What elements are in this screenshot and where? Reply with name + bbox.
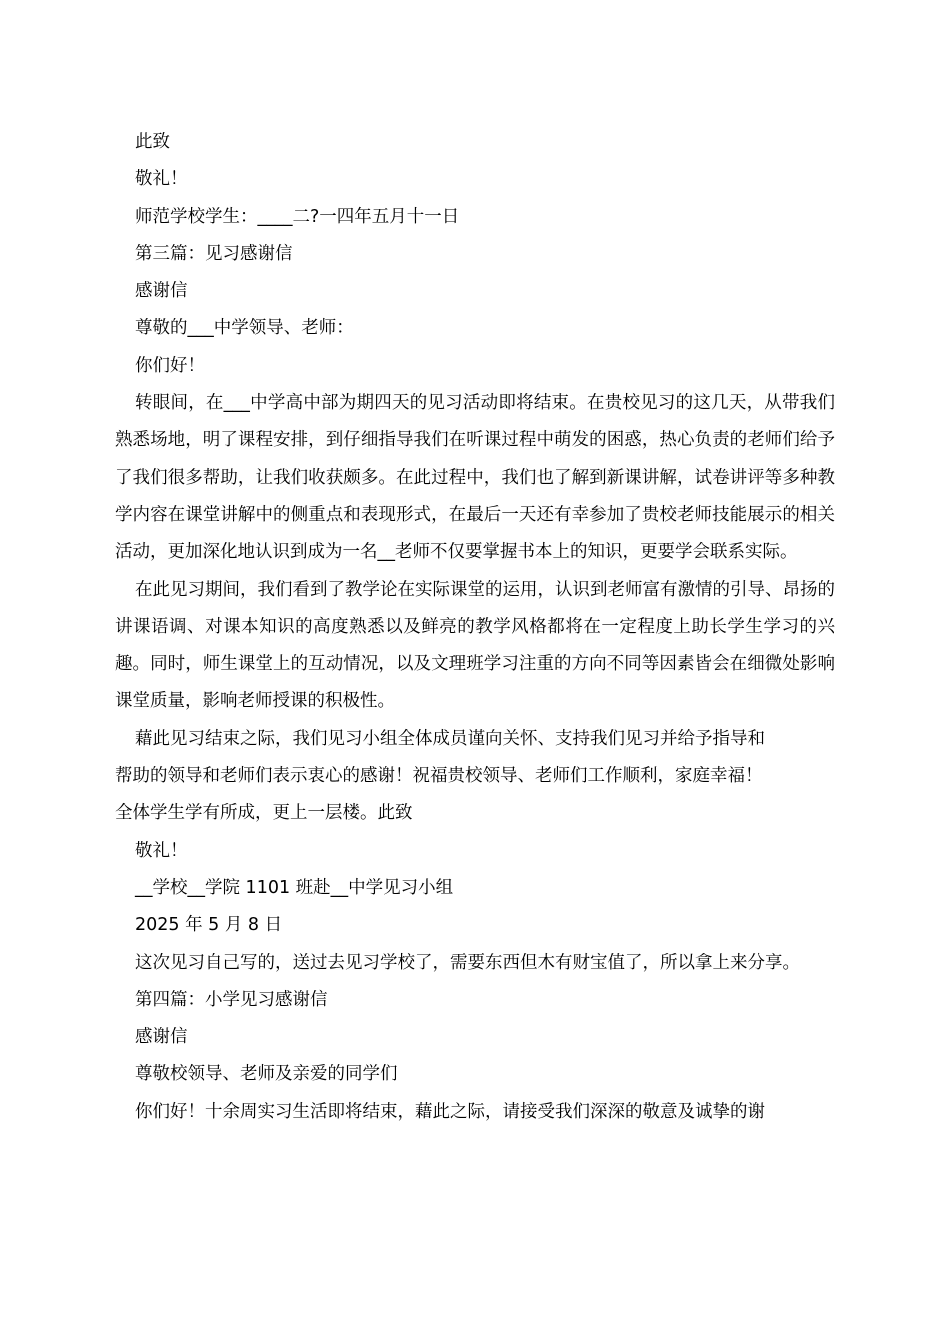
paragraph-3-line-1: 藉此见习结束之际，我们见习小组全体成员谨向关怀、支持我们见习并给予指导和	[135, 728, 765, 749]
signature-line: 师范学校学生：____二?一四年五月十一日	[135, 206, 460, 227]
greeting: 你们好！	[135, 355, 205, 376]
letter-heading: 感谢信	[135, 281, 188, 302]
section-4-body: 你们好！十余周实习生活即将结束，藉此之际，请接受我们深深的敬意及诚挚的谢	[135, 1101, 765, 1122]
paragraph-3-line-3: 全体学生学有所成，更上一层楼。此致	[115, 803, 413, 824]
section-4-heading: 感谢信	[135, 1027, 188, 1048]
section-4-title: 第四篇：小学见习感谢信	[135, 989, 328, 1010]
closing-jingli: 敬礼！	[135, 169, 188, 190]
section-title: 第三篇：见习感谢信	[135, 243, 293, 264]
salutation: 尊敬的___中学领导、老师：	[135, 318, 354, 339]
author-note: 这次见习自己写的，送过去见习学校了，需要东西但木有财宝值了，所以拿上来分享。	[135, 952, 800, 973]
paragraph-3-line-2: 帮助的领导和老师们表示衷心的感谢！祝福贵校领导、老师们工作顺利，家庭幸福！	[115, 766, 763, 787]
document-body	[115, 124, 835, 1131]
closing-jingli-2: 敬礼！	[135, 840, 188, 861]
letter-date: 2025 年 5 月 8 日	[135, 915, 283, 936]
paragraph-1: 转眼间，在___中学高中部为期四天的见习活动即将结束。在贵校见习的这几天，从带我们熟悉场地，明了课程安排，到仔细指导我们在听课过程中萌发的困惑，热心负责的老师们给予了我们很多帮助，让我们收获颇多。在此过程中，我们也了解到新课讲解，试卷讲评等多种教学内容在课堂讲解中的侧重点和表现形式，在最后一天还有幸参加了贵校老师技能展示的相关活动，更加深化地认识到成为一名__老师不仅要掌握书本上的知识，更要学会联系实际。	[115, 393, 835, 563]
paragraph-2: 在此见习期间，我们看到了教学论在实际课堂的运用，认识到老师富有激情的引导、昂扬的讲课语调、对课本知识的高度熟悉以及鲜亮的教学风格都将在一定程度上助长学生学习的兴趣。同时，师生课堂上的互动情况，以及文理班学习注重的方向不同等因素皆会在细微处影响课堂质量，影响老师授课的积极性。	[115, 579, 835, 712]
signature-group: __学校__学院 1101 班赴__中学见习小组	[135, 877, 454, 898]
section-4-salutation: 尊敬校领导、老师及亲爱的同学们	[135, 1064, 398, 1085]
closing-cizhi: 此致	[135, 132, 170, 152]
